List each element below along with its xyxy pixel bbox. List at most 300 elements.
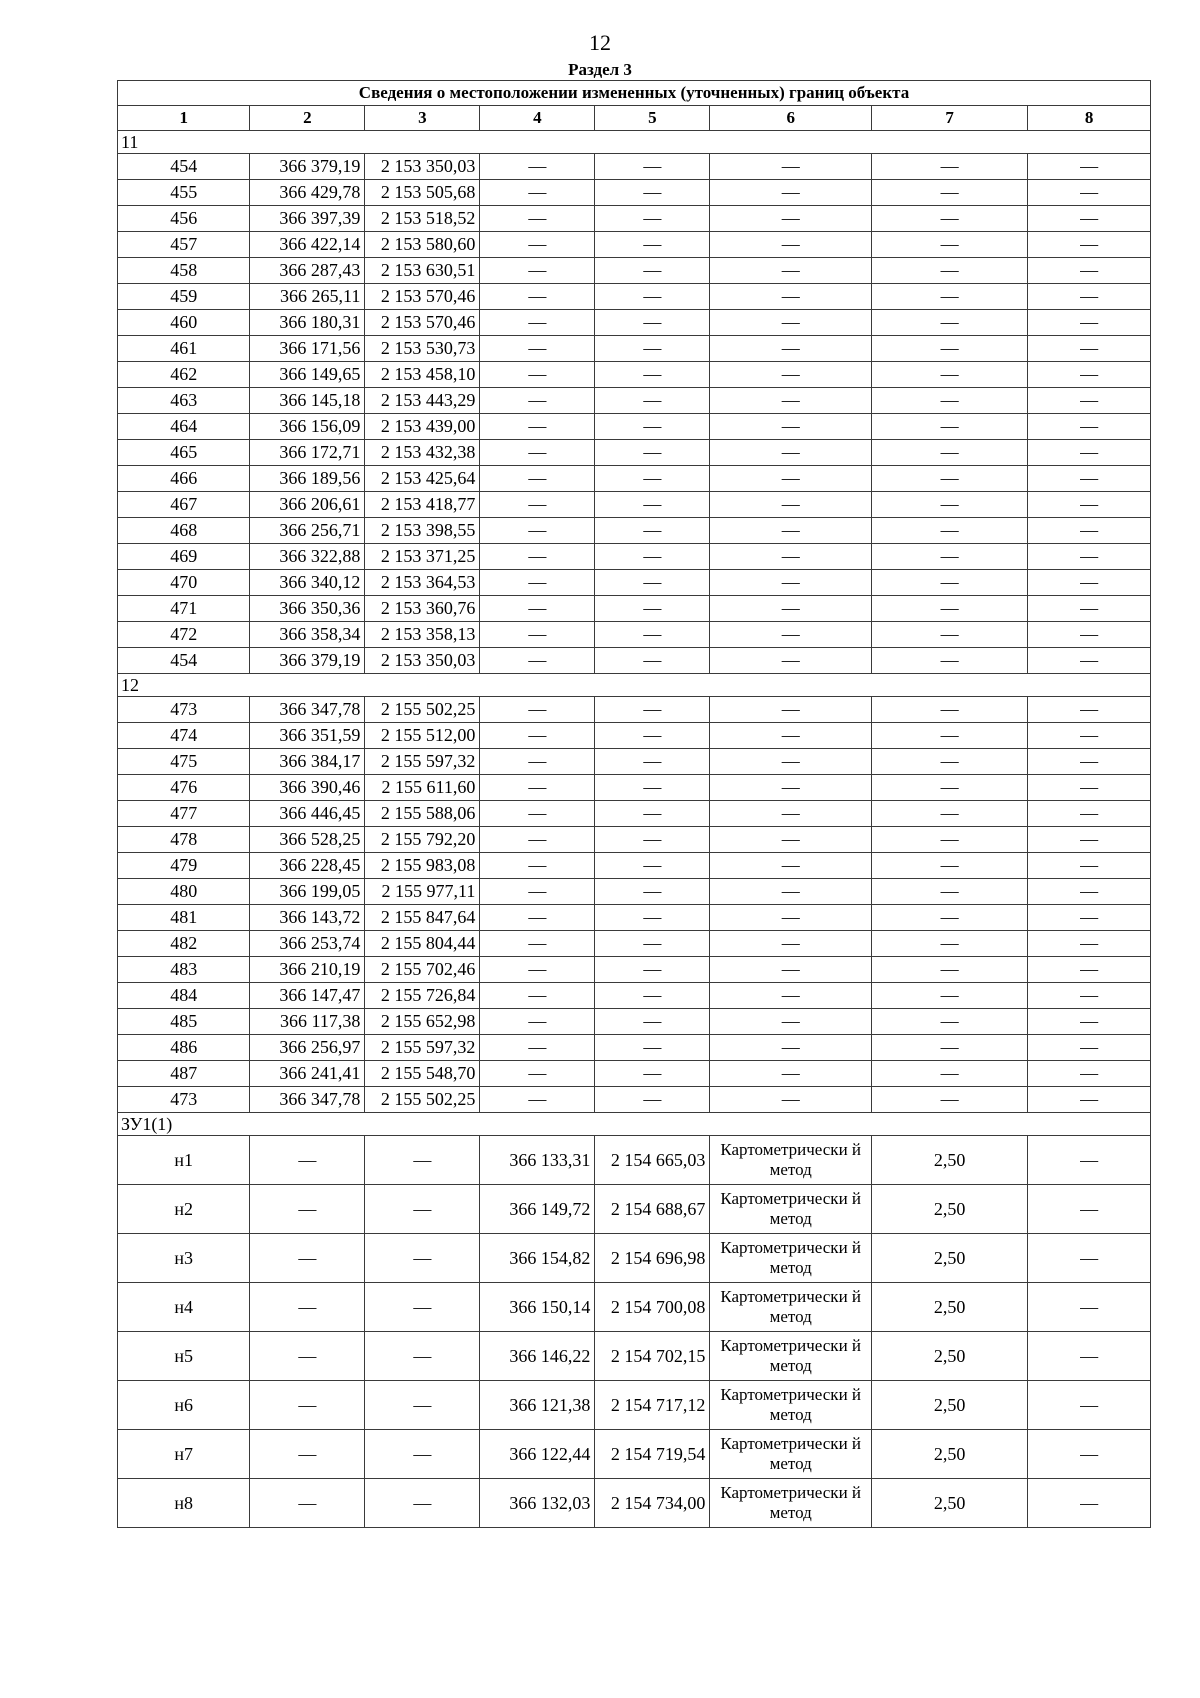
- empty-dash: —: [872, 775, 1028, 801]
- empty-dash: —: [1028, 388, 1151, 414]
- empty-dash: —: [710, 492, 872, 518]
- existing-x: 366 347,78: [250, 1087, 365, 1113]
- empty-dash: —: [710, 518, 872, 544]
- existing-y: 2 153 371,25: [365, 544, 480, 570]
- point-number: 477: [118, 801, 250, 827]
- empty-dash: —: [480, 414, 595, 440]
- empty-dash: —: [710, 775, 872, 801]
- accuracy: 2,50: [872, 1381, 1028, 1430]
- empty-dash: —: [1028, 801, 1151, 827]
- existing-y: 2 153 358,13: [365, 622, 480, 648]
- table-row: [118, 775, 1151, 801]
- table-row: [118, 232, 1151, 258]
- existing-y: 2 153 432,38: [365, 440, 480, 466]
- table-row: [118, 1430, 1151, 1479]
- empty-dash: —: [595, 310, 710, 336]
- empty-dash: —: [1028, 879, 1151, 905]
- empty-dash: —: [872, 905, 1028, 931]
- new-y: 2 154 717,12: [595, 1381, 710, 1430]
- existing-x: 366 422,14: [250, 232, 365, 258]
- method: Картометрически й метод: [710, 1185, 872, 1234]
- point-number: н8: [118, 1479, 250, 1528]
- point-number: 479: [118, 853, 250, 879]
- empty-dash: —: [1028, 1332, 1151, 1381]
- new-y: 2 154 700,08: [595, 1283, 710, 1332]
- existing-y: 2 153 418,77: [365, 492, 480, 518]
- empty-dash: —: [595, 801, 710, 827]
- empty-dash: —: [1028, 983, 1151, 1009]
- empty-dash: —: [595, 570, 710, 596]
- new-x: 366 122,44: [480, 1430, 595, 1479]
- accuracy: 2,50: [872, 1234, 1028, 1283]
- new-y: 2 154 719,54: [595, 1430, 710, 1479]
- table-row: [118, 518, 1151, 544]
- method: Картометрически й метод: [710, 1136, 872, 1185]
- table-row: [118, 827, 1151, 853]
- existing-y: 2 153 570,46: [365, 310, 480, 336]
- table-row: [118, 801, 1151, 827]
- point-number: 455: [118, 180, 250, 206]
- empty-dash: —: [250, 1136, 365, 1185]
- empty-dash: —: [710, 983, 872, 1009]
- table-row: [118, 1009, 1151, 1035]
- existing-y: 2 155 611,60: [365, 775, 480, 801]
- table-row: [118, 1136, 1151, 1185]
- existing-y: 2 155 502,25: [365, 697, 480, 723]
- empty-dash: —: [1028, 1009, 1151, 1035]
- empty-dash: —: [872, 362, 1028, 388]
- table-row: [118, 1479, 1151, 1528]
- point-number: 467: [118, 492, 250, 518]
- col-num: 1: [118, 106, 250, 131]
- empty-dash: —: [710, 232, 872, 258]
- new-y: 2 154 665,03: [595, 1136, 710, 1185]
- empty-dash: —: [710, 154, 872, 180]
- empty-dash: —: [710, 570, 872, 596]
- boundary-table: [117, 80, 1151, 1528]
- empty-dash: —: [595, 622, 710, 648]
- empty-dash: —: [595, 258, 710, 284]
- empty-dash: —: [365, 1283, 480, 1332]
- table-row: [118, 414, 1151, 440]
- point-number: 480: [118, 879, 250, 905]
- new-x: 366 133,31: [480, 1136, 595, 1185]
- existing-y: 2 153 425,64: [365, 466, 480, 492]
- empty-dash: —: [872, 1035, 1028, 1061]
- existing-x: 366 397,39: [250, 206, 365, 232]
- existing-y: 2 153 439,00: [365, 414, 480, 440]
- empty-dash: —: [365, 1332, 480, 1381]
- empty-dash: —: [480, 1087, 595, 1113]
- point-number: 483: [118, 957, 250, 983]
- existing-x: 366 350,36: [250, 596, 365, 622]
- empty-dash: —: [480, 362, 595, 388]
- point-number: 476: [118, 775, 250, 801]
- empty-dash: —: [480, 1009, 595, 1035]
- empty-dash: —: [595, 775, 710, 801]
- empty-dash: —: [595, 596, 710, 622]
- empty-dash: —: [480, 336, 595, 362]
- new-x: 366 132,03: [480, 1479, 595, 1528]
- empty-dash: —: [480, 1035, 595, 1061]
- table-row: [118, 1283, 1151, 1332]
- accuracy: 2,50: [872, 1185, 1028, 1234]
- existing-y: 2 153 570,46: [365, 284, 480, 310]
- empty-dash: —: [710, 596, 872, 622]
- existing-y: 2 155 847,64: [365, 905, 480, 931]
- existing-y: 2 155 512,00: [365, 723, 480, 749]
- existing-y: 2 153 530,73: [365, 336, 480, 362]
- existing-x: 366 143,72: [250, 905, 365, 931]
- empty-dash: —: [595, 492, 710, 518]
- existing-x: 366 256,97: [250, 1035, 365, 1061]
- empty-dash: —: [710, 622, 872, 648]
- empty-dash: —: [710, 827, 872, 853]
- empty-dash: —: [250, 1430, 365, 1479]
- point-number: н1: [118, 1136, 250, 1185]
- empty-dash: —: [595, 749, 710, 775]
- existing-y: 2 153 360,76: [365, 596, 480, 622]
- table-title: Сведения о местоположении измененных (уточненных) границ объекта: [118, 81, 1151, 106]
- point-number: 465: [118, 440, 250, 466]
- empty-dash: —: [872, 1087, 1028, 1113]
- empty-dash: —: [872, 827, 1028, 853]
- empty-dash: —: [1028, 232, 1151, 258]
- empty-dash: —: [480, 983, 595, 1009]
- empty-dash: —: [480, 697, 595, 723]
- empty-dash: —: [1028, 258, 1151, 284]
- point-number: 482: [118, 931, 250, 957]
- empty-dash: —: [872, 310, 1028, 336]
- empty-dash: —: [480, 232, 595, 258]
- existing-x: 366 384,17: [250, 749, 365, 775]
- table-row: [118, 310, 1151, 336]
- method: Картометрически й метод: [710, 1381, 872, 1430]
- empty-dash: —: [595, 1035, 710, 1061]
- existing-x: 366 145,18: [250, 388, 365, 414]
- table-title-row: [118, 81, 1151, 106]
- point-number: н2: [118, 1185, 250, 1234]
- empty-dash: —: [710, 853, 872, 879]
- empty-dash: —: [1028, 723, 1151, 749]
- point-number: 459: [118, 284, 250, 310]
- existing-y: 2 153 443,29: [365, 388, 480, 414]
- existing-x: 366 241,41: [250, 1061, 365, 1087]
- point-number: 478: [118, 827, 250, 853]
- col-num: 2: [250, 106, 365, 131]
- empty-dash: —: [710, 180, 872, 206]
- existing-y: 2 153 364,53: [365, 570, 480, 596]
- empty-dash: —: [1028, 466, 1151, 492]
- empty-dash: —: [1028, 905, 1151, 931]
- accuracy: 2,50: [872, 1430, 1028, 1479]
- empty-dash: —: [710, 697, 872, 723]
- point-number: 462: [118, 362, 250, 388]
- table-row: [118, 388, 1151, 414]
- empty-dash: —: [872, 697, 1028, 723]
- empty-dash: —: [250, 1381, 365, 1430]
- empty-dash: —: [480, 1061, 595, 1087]
- empty-dash: —: [872, 957, 1028, 983]
- table-row: [118, 570, 1151, 596]
- empty-dash: —: [710, 284, 872, 310]
- empty-dash: —: [872, 388, 1028, 414]
- existing-x: 366 351,59: [250, 723, 365, 749]
- point-number: 456: [118, 206, 250, 232]
- table-row: [118, 206, 1151, 232]
- group-label: 11: [118, 131, 1151, 154]
- empty-dash: —: [872, 983, 1028, 1009]
- empty-dash: —: [595, 388, 710, 414]
- table-row: [118, 648, 1151, 674]
- point-number: 472: [118, 622, 250, 648]
- empty-dash: —: [595, 1087, 710, 1113]
- empty-dash: —: [710, 1087, 872, 1113]
- existing-x: 366 379,19: [250, 154, 365, 180]
- empty-dash: —: [595, 1009, 710, 1035]
- empty-dash: —: [1028, 154, 1151, 180]
- existing-x: 366 340,12: [250, 570, 365, 596]
- empty-dash: —: [480, 801, 595, 827]
- empty-dash: —: [480, 492, 595, 518]
- existing-x: 366 147,47: [250, 983, 365, 1009]
- new-y: 2 154 734,00: [595, 1479, 710, 1528]
- point-number: н5: [118, 1332, 250, 1381]
- empty-dash: —: [710, 905, 872, 931]
- existing-x: 366 228,45: [250, 853, 365, 879]
- empty-dash: —: [480, 154, 595, 180]
- empty-dash: —: [872, 648, 1028, 674]
- table-row: [118, 879, 1151, 905]
- empty-dash: —: [480, 180, 595, 206]
- existing-y: 2 155 597,32: [365, 749, 480, 775]
- table-row: [118, 1035, 1151, 1061]
- empty-dash: —: [1028, 414, 1151, 440]
- new-x: 366 149,72: [480, 1185, 595, 1234]
- empty-dash: —: [595, 466, 710, 492]
- table-row: [118, 1185, 1151, 1234]
- empty-dash: —: [250, 1283, 365, 1332]
- empty-dash: —: [710, 1009, 872, 1035]
- method: Картометрически й метод: [710, 1234, 872, 1283]
- empty-dash: —: [872, 853, 1028, 879]
- table-row: [118, 258, 1151, 284]
- method: Картометрически й метод: [710, 1332, 872, 1381]
- point-number: 463: [118, 388, 250, 414]
- existing-y: 2 153 518,52: [365, 206, 480, 232]
- point-number: н7: [118, 1430, 250, 1479]
- empty-dash: —: [480, 622, 595, 648]
- empty-dash: —: [480, 905, 595, 931]
- empty-dash: —: [710, 801, 872, 827]
- existing-x: 366 156,09: [250, 414, 365, 440]
- empty-dash: —: [1028, 1185, 1151, 1234]
- empty-dash: —: [480, 749, 595, 775]
- col-num: 5: [595, 106, 710, 131]
- existing-y: 2 155 652,98: [365, 1009, 480, 1035]
- existing-y: 2 155 977,11: [365, 879, 480, 905]
- point-number: 485: [118, 1009, 250, 1035]
- table-row: [118, 905, 1151, 931]
- empty-dash: —: [1028, 648, 1151, 674]
- empty-dash: —: [365, 1136, 480, 1185]
- existing-y: 2 155 804,44: [365, 931, 480, 957]
- empty-dash: —: [1028, 622, 1151, 648]
- empty-dash: —: [710, 206, 872, 232]
- empty-dash: —: [710, 1035, 872, 1061]
- empty-dash: —: [1028, 284, 1151, 310]
- point-number: 457: [118, 232, 250, 258]
- point-number: 487: [118, 1061, 250, 1087]
- existing-y: 2 153 350,03: [365, 648, 480, 674]
- empty-dash: —: [250, 1332, 365, 1381]
- empty-dash: —: [1028, 440, 1151, 466]
- point-number: 460: [118, 310, 250, 336]
- existing-y: 2 153 630,51: [365, 258, 480, 284]
- empty-dash: —: [595, 931, 710, 957]
- point-number: 481: [118, 905, 250, 931]
- table-row: [118, 622, 1151, 648]
- point-number: 475: [118, 749, 250, 775]
- empty-dash: —: [710, 414, 872, 440]
- empty-dash: —: [872, 206, 1028, 232]
- empty-dash: —: [1028, 492, 1151, 518]
- empty-dash: —: [1028, 957, 1151, 983]
- empty-dash: —: [872, 879, 1028, 905]
- empty-dash: —: [595, 827, 710, 853]
- empty-dash: —: [480, 827, 595, 853]
- empty-dash: —: [1028, 310, 1151, 336]
- empty-dash: —: [710, 957, 872, 983]
- empty-dash: —: [595, 154, 710, 180]
- point-number: н3: [118, 1234, 250, 1283]
- existing-x: 366 379,19: [250, 648, 365, 674]
- empty-dash: —: [872, 440, 1028, 466]
- point-number: 461: [118, 336, 250, 362]
- empty-dash: —: [480, 258, 595, 284]
- existing-y: 2 153 398,55: [365, 518, 480, 544]
- empty-dash: —: [595, 284, 710, 310]
- new-x: 366 150,14: [480, 1283, 595, 1332]
- accuracy: 2,50: [872, 1283, 1028, 1332]
- empty-dash: —: [595, 957, 710, 983]
- empty-dash: —: [710, 336, 872, 362]
- table-row: [118, 1087, 1151, 1113]
- new-x: 366 121,38: [480, 1381, 595, 1430]
- table-row: [118, 723, 1151, 749]
- new-y: 2 154 696,98: [595, 1234, 710, 1283]
- empty-dash: —: [872, 518, 1028, 544]
- point-number: 474: [118, 723, 250, 749]
- existing-x: 366 358,34: [250, 622, 365, 648]
- empty-dash: —: [480, 518, 595, 544]
- existing-x: 366 253,74: [250, 931, 365, 957]
- empty-dash: —: [595, 362, 710, 388]
- existing-x: 366 322,88: [250, 544, 365, 570]
- existing-x: 366 429,78: [250, 180, 365, 206]
- col-num: 8: [1028, 106, 1151, 131]
- method: Картометрически й метод: [710, 1430, 872, 1479]
- method: Картометрически й метод: [710, 1479, 872, 1528]
- page-number: 12: [589, 30, 611, 55]
- empty-dash: —: [1028, 1061, 1151, 1087]
- empty-dash: —: [480, 931, 595, 957]
- empty-dash: —: [365, 1234, 480, 1283]
- empty-dash: —: [1028, 1479, 1151, 1528]
- existing-y: 2 153 458,10: [365, 362, 480, 388]
- table-body: [118, 81, 1151, 1528]
- point-number: 469: [118, 544, 250, 570]
- empty-dash: —: [710, 749, 872, 775]
- empty-dash: —: [872, 180, 1028, 206]
- table-row: [118, 466, 1151, 492]
- existing-x: 366 149,65: [250, 362, 365, 388]
- empty-dash: —: [480, 388, 595, 414]
- empty-dash: —: [1028, 1136, 1151, 1185]
- empty-dash: —: [595, 232, 710, 258]
- new-y: 2 154 688,67: [595, 1185, 710, 1234]
- table-row: [118, 697, 1151, 723]
- empty-dash: —: [872, 258, 1028, 284]
- empty-dash: —: [710, 723, 872, 749]
- empty-dash: —: [872, 466, 1028, 492]
- table-row: [118, 957, 1151, 983]
- empty-dash: —: [872, 232, 1028, 258]
- empty-dash: —: [872, 154, 1028, 180]
- col-num: 3: [365, 106, 480, 131]
- empty-dash: —: [1028, 931, 1151, 957]
- table-row: [118, 336, 1151, 362]
- method: Картометрически й метод: [710, 1283, 872, 1332]
- empty-dash: —: [1028, 697, 1151, 723]
- accuracy: 2,50: [872, 1332, 1028, 1381]
- empty-dash: —: [872, 284, 1028, 310]
- empty-dash: —: [710, 362, 872, 388]
- empty-dash: —: [1028, 749, 1151, 775]
- empty-dash: —: [872, 596, 1028, 622]
- group-row: [118, 674, 1151, 697]
- empty-dash: —: [480, 440, 595, 466]
- table-row: [118, 284, 1151, 310]
- empty-dash: —: [480, 206, 595, 232]
- empty-dash: —: [710, 648, 872, 674]
- empty-dash: —: [365, 1381, 480, 1430]
- empty-dash: —: [595, 723, 710, 749]
- empty-dash: —: [1028, 596, 1151, 622]
- point-number: 484: [118, 983, 250, 1009]
- existing-x: 366 210,19: [250, 957, 365, 983]
- empty-dash: —: [480, 466, 595, 492]
- empty-dash: —: [710, 931, 872, 957]
- empty-dash: —: [872, 801, 1028, 827]
- empty-dash: —: [872, 749, 1028, 775]
- empty-dash: —: [872, 492, 1028, 518]
- point-number: 458: [118, 258, 250, 284]
- empty-dash: —: [250, 1185, 365, 1234]
- column-number-row: [118, 106, 1151, 131]
- empty-dash: —: [480, 957, 595, 983]
- group-row: [118, 1113, 1151, 1136]
- new-x: 366 146,22: [480, 1332, 595, 1381]
- empty-dash: —: [595, 544, 710, 570]
- point-number: 454: [118, 154, 250, 180]
- empty-dash: —: [1028, 336, 1151, 362]
- empty-dash: —: [1028, 1430, 1151, 1479]
- group-label: 12: [118, 674, 1151, 697]
- empty-dash: —: [1028, 1234, 1151, 1283]
- existing-y: 2 153 350,03: [365, 154, 480, 180]
- existing-x: 366 117,38: [250, 1009, 365, 1035]
